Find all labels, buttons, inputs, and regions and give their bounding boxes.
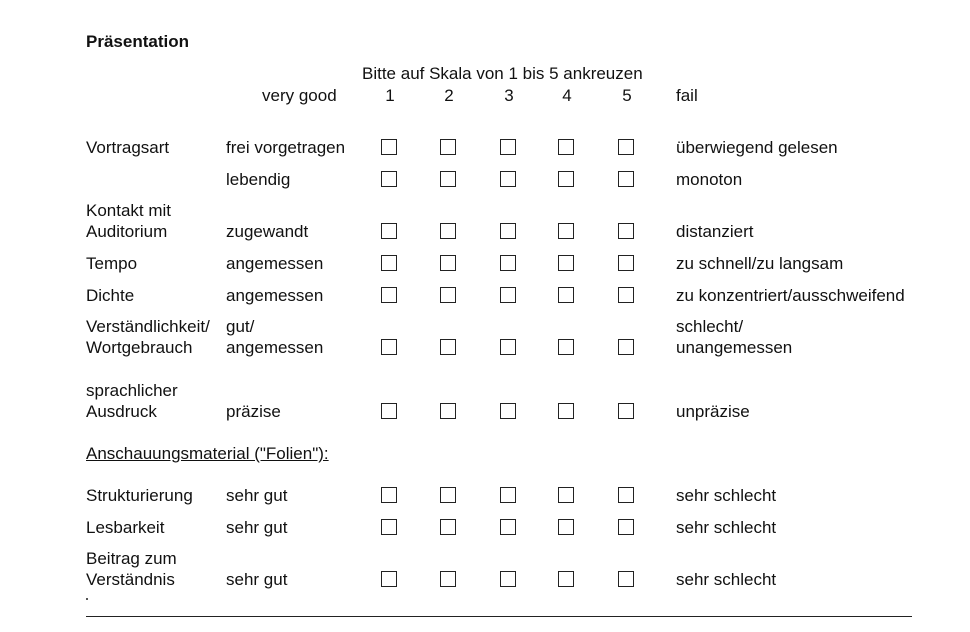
- rating-checkbox[interactable]: [440, 339, 456, 355]
- row-negative-label: monoton: [676, 170, 743, 189]
- row-category-label: Strukturierung: [86, 486, 193, 505]
- rating-checkbox[interactable]: [558, 139, 574, 155]
- rating-checkbox[interactable]: [440, 139, 456, 155]
- rating-checkbox[interactable]: [558, 339, 574, 355]
- row-negative-label: unangemessen: [676, 338, 793, 357]
- row-negative-label: schlecht/: [676, 317, 744, 336]
- scale-number: 5: [622, 86, 632, 105]
- rating-checkbox[interactable]: [618, 171, 634, 187]
- row-category-label: Tempo: [86, 254, 138, 273]
- rating-checkbox[interactable]: [500, 139, 516, 155]
- row-category-label: Wortgebrauch: [86, 338, 193, 357]
- row-positive-label: gut/: [226, 317, 255, 336]
- section-heading-slides: Anschauungsmaterial ("Folien"):: [86, 444, 329, 463]
- rating-checkbox[interactable]: [618, 403, 634, 419]
- row-positive-label: angemessen: [226, 254, 324, 273]
- rating-checkbox[interactable]: [381, 339, 397, 355]
- rating-checkbox[interactable]: [381, 519, 397, 535]
- rating-checkbox[interactable]: [440, 255, 456, 271]
- scale-left-label: very good: [262, 86, 337, 105]
- row-category-label: Lesbarkeit: [86, 518, 165, 537]
- row-positive-label: präzise: [226, 402, 281, 421]
- rating-checkbox[interactable]: [618, 255, 634, 271]
- scale-number: 1: [385, 86, 395, 105]
- rating-checkbox[interactable]: [500, 403, 516, 419]
- scale-right-label: fail: [676, 86, 698, 105]
- rating-checkbox[interactable]: [618, 223, 634, 239]
- rating-checkbox[interactable]: [558, 571, 574, 587]
- rating-checkbox[interactable]: [440, 223, 456, 239]
- rating-checkbox[interactable]: [558, 255, 574, 271]
- row-positive-label: sehr gut: [226, 570, 288, 589]
- scale-instruction: Bitte auf Skala von 1 bis 5 ankreuzen: [362, 64, 643, 83]
- scale-number: 3: [504, 86, 514, 105]
- row-positive-label: angemessen: [226, 286, 324, 305]
- row-negative-label: sehr schlecht: [676, 518, 777, 537]
- rating-checkbox[interactable]: [558, 403, 574, 419]
- row-category-label: Ausdruck: [86, 402, 157, 421]
- rating-checkbox[interactable]: [440, 403, 456, 419]
- rating-checkbox[interactable]: [381, 223, 397, 239]
- row-positive-label: frei vorgetragen: [226, 138, 346, 157]
- row-category-label: Verständlichkeit/: [86, 317, 210, 336]
- row-negative-label: sehr schlecht: [676, 486, 777, 505]
- rating-checkbox[interactable]: [618, 519, 634, 535]
- rating-checkbox[interactable]: [618, 339, 634, 355]
- rating-checkbox[interactable]: [440, 571, 456, 587]
- rating-checkbox[interactable]: [558, 487, 574, 503]
- rating-checkbox[interactable]: [500, 571, 516, 587]
- rating-checkbox[interactable]: [381, 403, 397, 419]
- rating-checkbox[interactable]: [500, 519, 516, 535]
- rating-checkbox[interactable]: [440, 171, 456, 187]
- row-positive-label: lebendig: [226, 170, 291, 189]
- rating-checkbox[interactable]: [500, 287, 516, 303]
- rating-checkbox[interactable]: [440, 287, 456, 303]
- rating-checkbox[interactable]: [500, 487, 516, 503]
- stray-mark: [86, 598, 88, 600]
- page-title: Präsentation: [86, 32, 189, 51]
- row-positive-label: angemessen: [226, 338, 324, 357]
- rating-checkbox[interactable]: [440, 487, 456, 503]
- rating-checkbox[interactable]: [558, 519, 574, 535]
- rating-checkbox[interactable]: [381, 487, 397, 503]
- scale-number: 4: [562, 86, 572, 105]
- row-category-label: Vortragsart: [86, 138, 170, 157]
- row-negative-label: sehr schlecht: [676, 570, 777, 589]
- row-positive-label: sehr gut: [226, 518, 288, 537]
- row-negative-label: distanziert: [676, 222, 754, 241]
- row-positive-label: sehr gut: [226, 486, 288, 505]
- row-category-label: Dichte: [86, 286, 135, 305]
- rating-checkbox[interactable]: [381, 255, 397, 271]
- rating-checkbox[interactable]: [500, 171, 516, 187]
- rating-checkbox[interactable]: [558, 171, 574, 187]
- row-negative-label: zu schnell/zu langsam: [676, 254, 844, 273]
- rating-checkbox[interactable]: [558, 287, 574, 303]
- row-category-label: sprachlicher: [86, 381, 178, 400]
- rating-checkbox[interactable]: [440, 519, 456, 535]
- rating-checkbox[interactable]: [558, 223, 574, 239]
- row-negative-label: überwiegend gelesen: [676, 138, 838, 157]
- scale-number: 2: [444, 86, 454, 105]
- rating-checkbox[interactable]: [381, 571, 397, 587]
- row-category-label: Kontakt mit: [86, 201, 172, 220]
- rating-checkbox[interactable]: [618, 287, 634, 303]
- rating-checkbox[interactable]: [500, 339, 516, 355]
- rating-checkbox[interactable]: [381, 139, 397, 155]
- row-negative-label: unpräzise: [676, 402, 750, 421]
- bottom-rule: [86, 616, 912, 617]
- row-category-label: Beitrag zum: [86, 549, 177, 568]
- row-positive-label: zugewandt: [226, 222, 309, 241]
- rating-checkbox[interactable]: [618, 571, 634, 587]
- row-category-label: Verständnis: [86, 570, 175, 589]
- rating-checkbox[interactable]: [500, 255, 516, 271]
- row-category-label: Auditorium: [86, 222, 168, 241]
- rating-checkbox[interactable]: [618, 487, 634, 503]
- rating-checkbox[interactable]: [381, 171, 397, 187]
- rating-checkbox[interactable]: [381, 287, 397, 303]
- row-negative-label: zu konzentriert/ausschweifend: [676, 286, 905, 305]
- rating-checkbox[interactable]: [500, 223, 516, 239]
- rating-checkbox[interactable]: [618, 139, 634, 155]
